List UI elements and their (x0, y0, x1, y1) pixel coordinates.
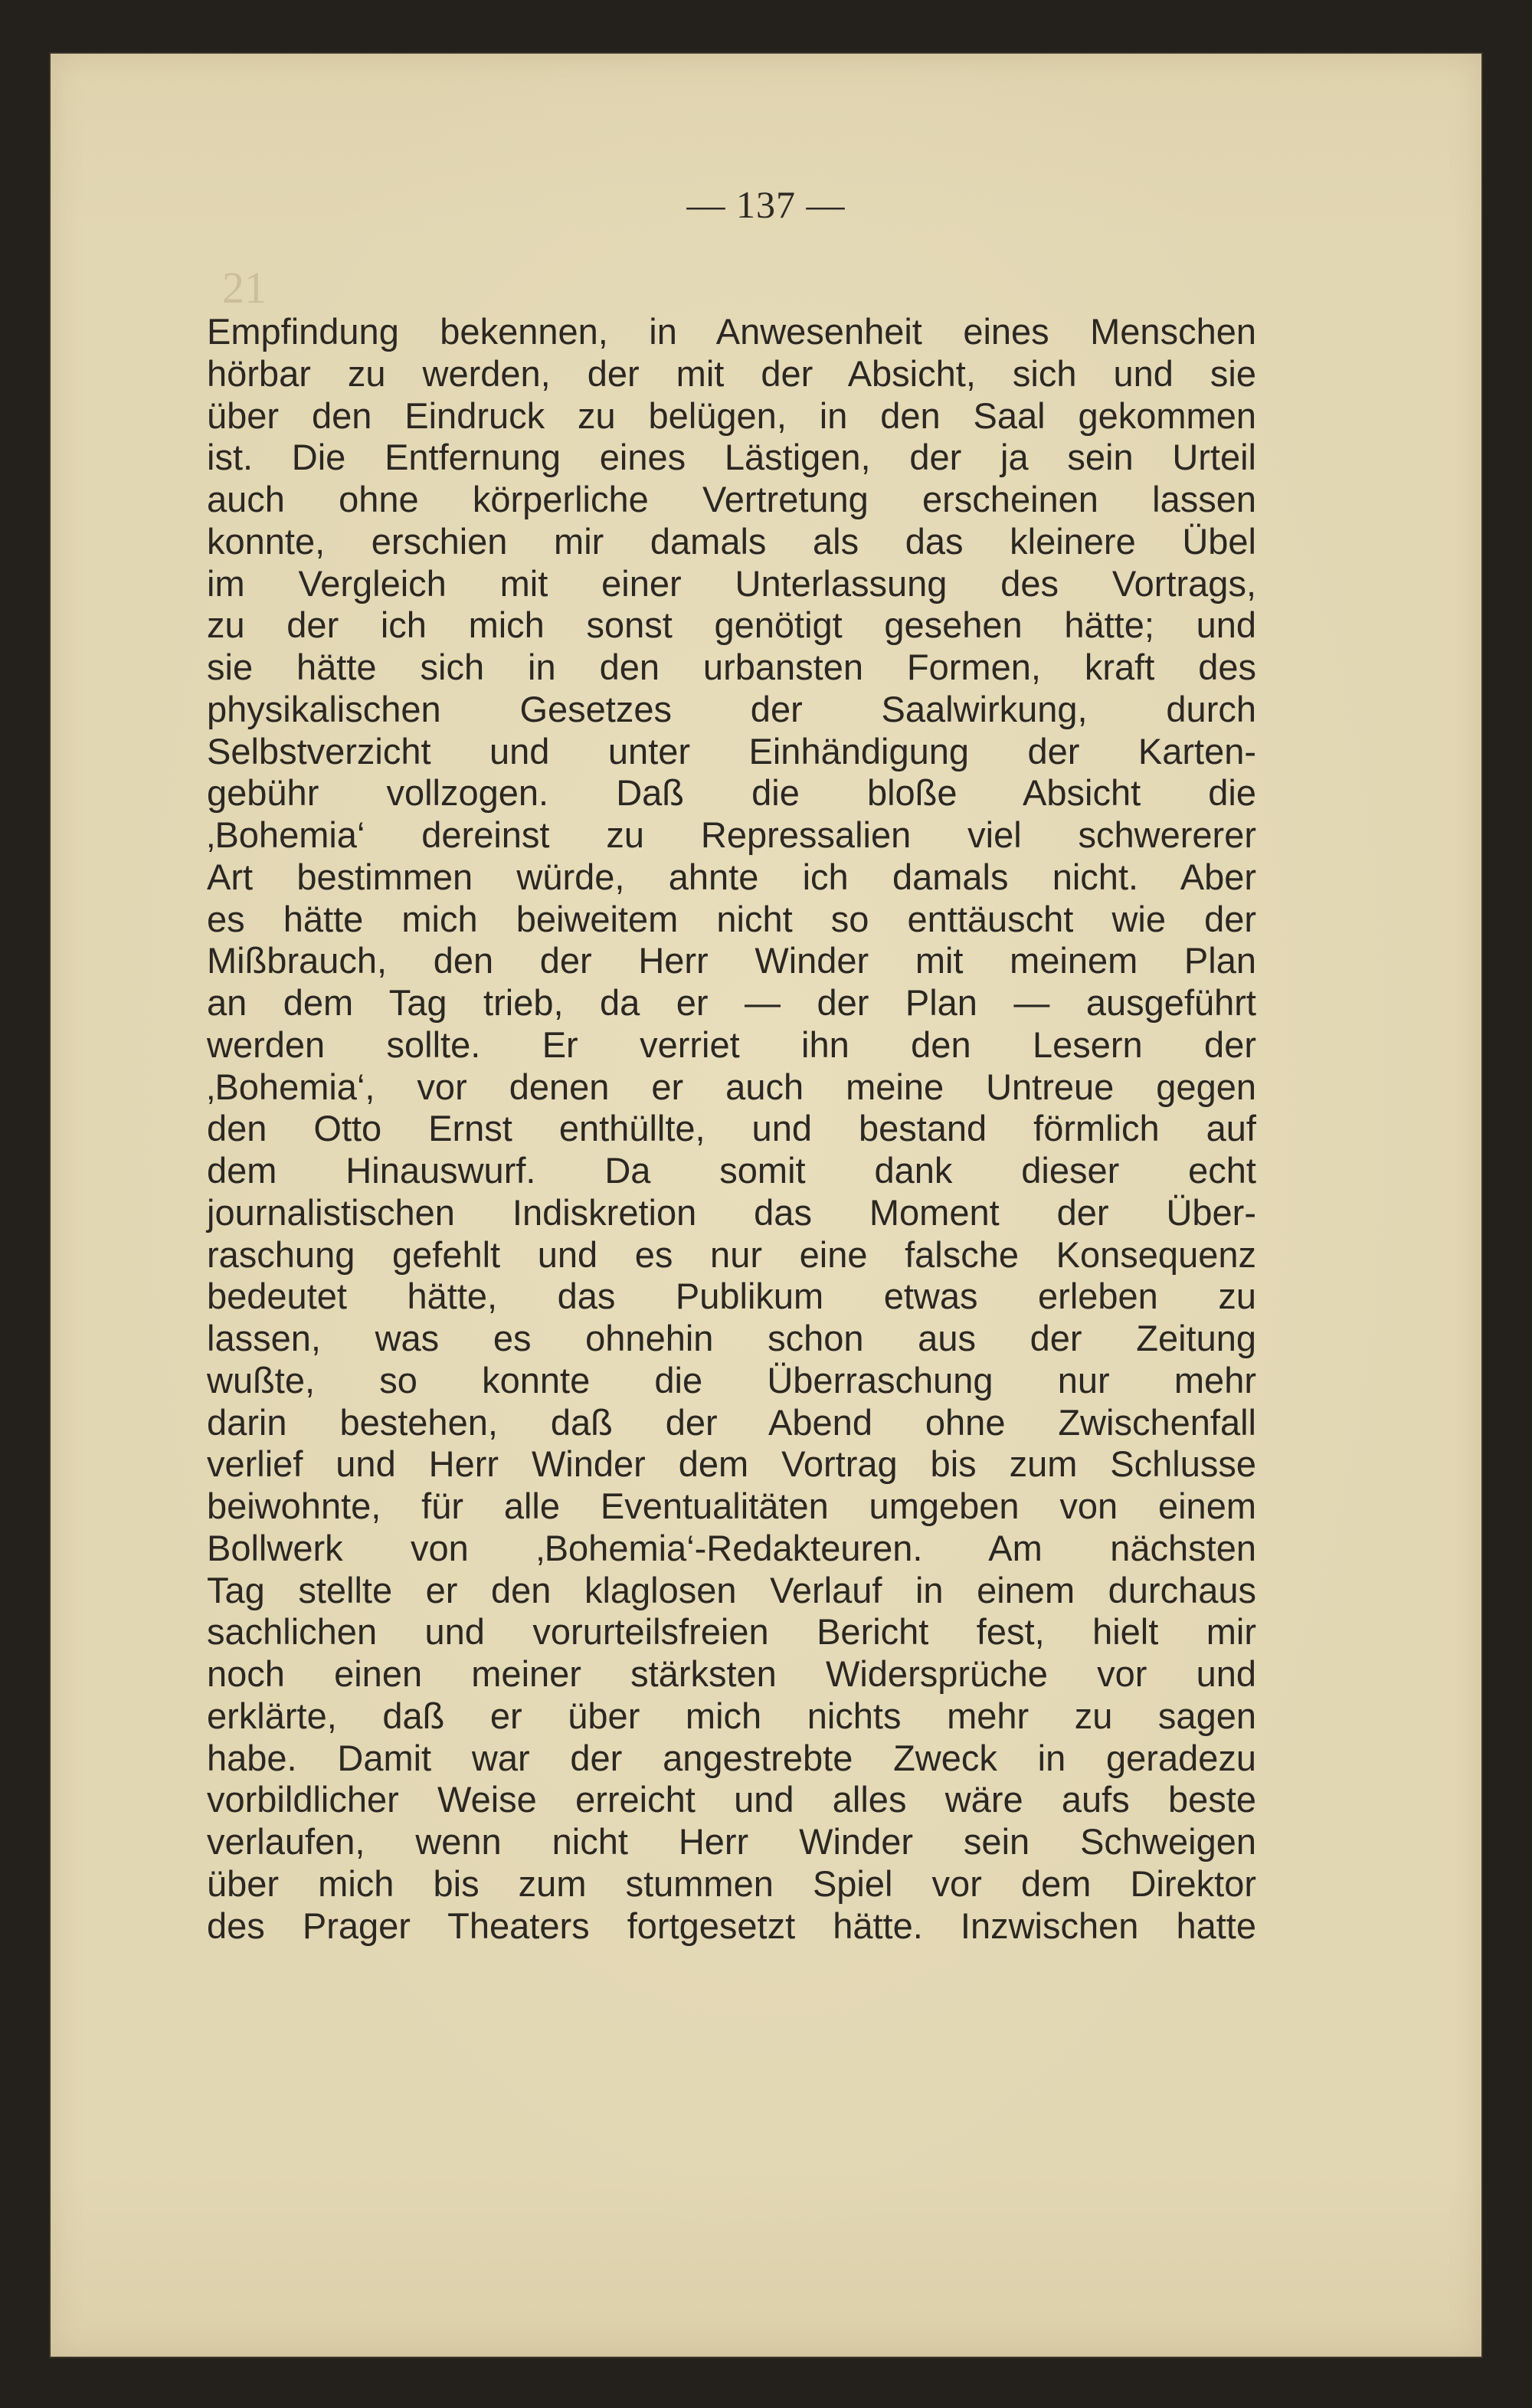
text-line: Tag stellte er den klaglosen Verlauf in einem durchaus (207, 1569, 1256, 1610)
text-line: lassen, was es ohnehin schon aus der Zeitung (207, 1318, 1256, 1358)
faint-offset-mark: 21 (222, 263, 267, 313)
text-line: wußte, so konnte die Überraschung nur mehr (207, 1359, 1256, 1401)
text-line: auch ohne körperliche Vertretung erscheinen lassen (207, 479, 1256, 519)
text-line: sachlichen und vorurteilsfreien Bericht fest, hielt mir (207, 1611, 1256, 1653)
text-line: ‚Bohemia‘, vor denen er auch meine Untreue gegen (207, 1066, 1256, 1107)
page-number: — 137 — (686, 183, 846, 226)
text-line: es hätte mich beiweitem nicht so enttäuscht wie der (207, 898, 1256, 939)
text-line: physikalischen Gesetzes der Saalwirkung, durch (207, 688, 1256, 729)
text-line: Mißbrauch, den der Herr Winder mit meinem Plan (207, 940, 1256, 981)
book-page (51, 54, 1481, 2357)
text-line: Art bestimmen würde, ahnte ich damals nicht. Aber (207, 856, 1256, 897)
text-line: sie hätte sich in den urbansten Formen, kraft des (207, 647, 1256, 687)
text-line: journalistischen Indiskretion das Moment der Über- (207, 1191, 1256, 1233)
text-line: im Vergleich mit einer Unterlassung des Vortrags, (207, 562, 1256, 604)
text-line: vorbildlicher Weise erreicht und alles wäre aufs beste (207, 1779, 1256, 1820)
text-line: beiwohnte, für alle Eventualitäten umgeben von einem (207, 1486, 1256, 1526)
text-line: bedeutet hätte, das Publikum etwas erleben zu (207, 1276, 1256, 1317)
text-line: raschung gefehlt und es nur eine falsche Konsequenz (207, 1233, 1256, 1275)
text-line: habe. Damit war der angestrebte Zweck in geradezu (207, 1737, 1256, 1778)
text-line: ‚Bohemia‘ dereinst zu Repressalien viel schwererer (207, 814, 1256, 855)
text-line: hörbar zu werden, der mit der Absicht, sich und sie (207, 352, 1256, 394)
text-line: Selbstverzicht und unter Einhändigung der Karten- (207, 730, 1256, 772)
text-line: den Otto Ernst enthüllte, und bestand förmlich auf (207, 1108, 1256, 1149)
body-text (207, 311, 1256, 1947)
text-line: erklärte, daß er über mich nichts mehr zu sagen (207, 1695, 1256, 1736)
text-line: verlaufen, wenn nicht Herr Winder sein Schweigen (207, 1821, 1256, 1862)
text-line: werden sollte. Er verriet ihn den Lesern der (207, 1024, 1256, 1065)
text-line: über den Eindruck zu belügen, in den Saal gekommen (207, 395, 1256, 436)
text-line: über mich bis zum stummen Spiel vor dem Direktor (207, 1863, 1256, 1904)
text-line: zu der ich mich sonst genötigt gesehen hätte; und (207, 604, 1256, 646)
text-line: an dem Tag trieb, da er — der Plan — ausgeführt (207, 982, 1256, 1023)
text-line: ist. Die Entfernung eines Lästigen, der ja sein Urteil (207, 437, 1256, 478)
text-line: des Prager Theaters fortgesetzt hätte. Inzwischen hatte (207, 1905, 1256, 1946)
text-line: dem Hinauswurf. Da somit dank dieser echt (207, 1150, 1256, 1191)
text-line: noch einen meiner stärksten Widersprüche vor und (207, 1653, 1256, 1694)
text-line: konnte, erschien mir damals als das kleinere Übel (207, 520, 1256, 562)
text-line: darin bestehen, daß der Abend ohne Zwischenfall (207, 1401, 1256, 1443)
text-line: gebühr vollzogen. Daß die bloße Absicht die (207, 772, 1256, 814)
text-line: verlief und Herr Winder dem Vortrag bis zum Schlusse (207, 1443, 1256, 1485)
text-line: Empfindung bekennen, in Anwesenheit eines Menschen (207, 311, 1256, 352)
text-line: Bollwerk von ‚Bohemia‘-Redakteuren. Am nächsten (207, 1527, 1256, 1568)
